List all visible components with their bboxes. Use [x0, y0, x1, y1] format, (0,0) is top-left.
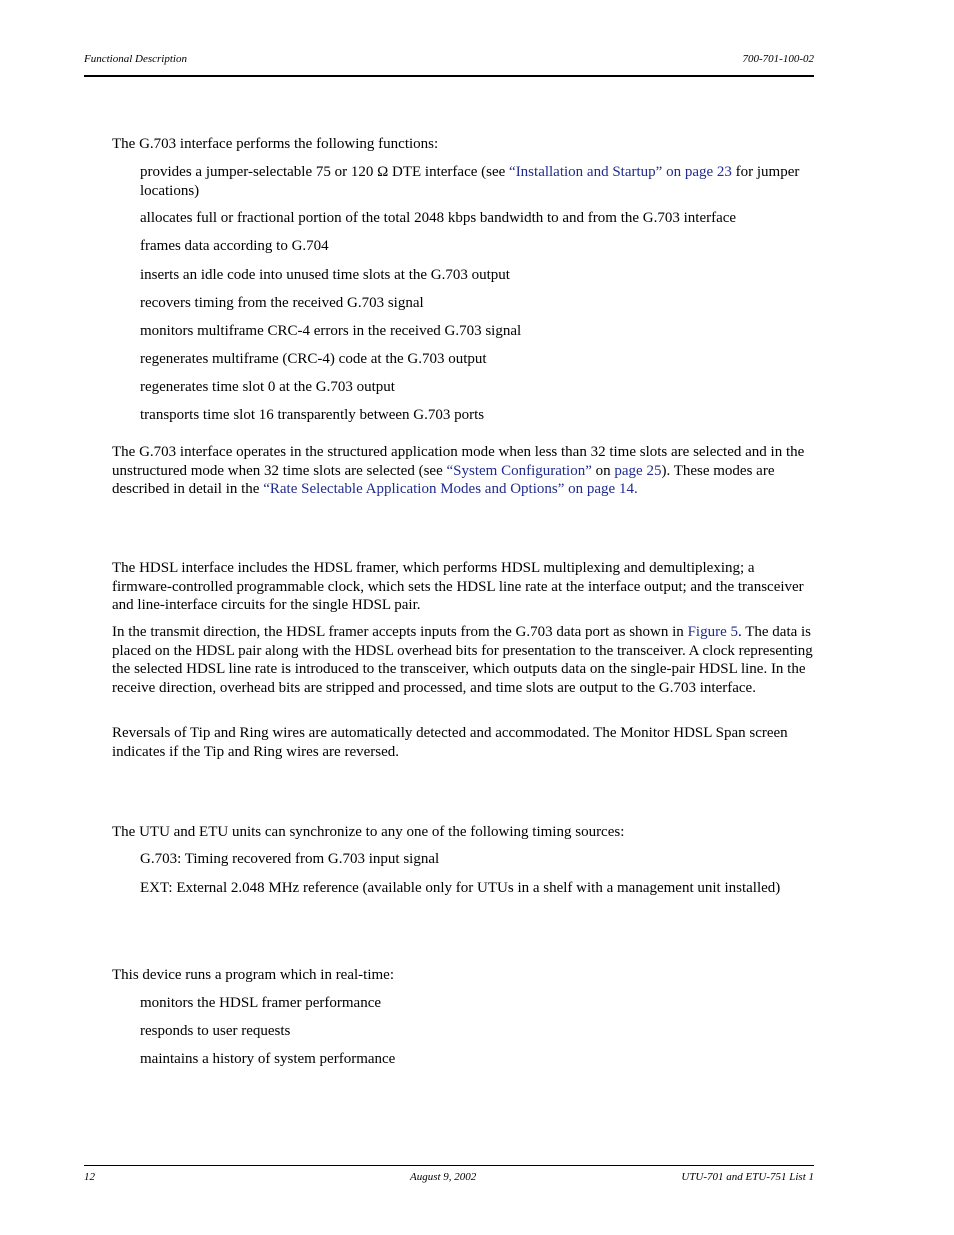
rate-selectable-modes-link[interactable]: “Rate Selectable Application Modes and Options” on page 14: [263, 481, 634, 498]
list-item: responds to user requests: [140, 1023, 291, 1039]
page-number: 12: [84, 1171, 95, 1183]
list-item: EXT: External 2.048 MHz reference (available only for UTUs in a shelf with a management unit installed): [140, 880, 781, 896]
paragraph-text: on: [591, 462, 615, 479]
list-item: maintains a history of system performance: [140, 1051, 396, 1067]
list-item: transports time slot 16 transparently between G.703 ports: [140, 407, 485, 423]
paragraph-text: In the transmit direction, the HDSL framer accepts inputs from the G.703 data port as shown in: [112, 624, 688, 640]
g703-intro: The G.703 interface performs the following functions:: [112, 136, 439, 152]
paragraph-text: ). These modes are described in detail in the: [112, 462, 775, 498]
header-doc-number: 700-701-100-02: [742, 53, 814, 65]
figure-5-link[interactable]: Figure 5: [687, 624, 738, 640]
paragraph-text: The G.703 interface operates in the structured application mode when less than 32 time slots are selected and in the unstructured mode when 32 time slots are selected (see: [112, 444, 805, 479]
hdsl-paragraph-2: [112, 623, 814, 697]
list-item-text: provides a jumper-selectable 75 or 120 Ω DTE interface (see: [140, 164, 510, 180]
list-item: monitors multiframe CRC-4 errors in the received G.703 signal: [140, 323, 522, 339]
list-item: G.703: Timing recovered from G.703 input signal: [140, 851, 440, 867]
header-section-title: Functional Description: [84, 53, 187, 65]
list-item: recovers timing from the received G.703 signal: [140, 295, 424, 311]
paragraph-text: . The data is placed on the HDSL pair along with the HDSL overhead bits for presentation to the transceiver. A clock representing the selected HDSL line rate is introduced to the transceiver, which outputs data on the single-pair HDSL line. In the receive direction, overhead bits are stripped and processed, and time slots are output to the G.703 interface.: [112, 624, 813, 696]
list-item: frames data according to G.704: [140, 238, 329, 254]
hdsl-paragraph-3: Reversals of Tip and Ring wires are automatically detected and accommodated. The Monitor HDSL Span screen indicates if the Tip and Ring wires are reversed.: [112, 725, 788, 760]
paragraph-text: .: [633, 481, 638, 498]
list-item: [140, 163, 816, 200]
installation-startup-link[interactable]: “Installation and Startup” on page 23: [509, 164, 732, 180]
list-item-text: for jumper locations): [140, 164, 800, 199]
footer-product: UTU-701 and ETU-751 List 1: [681, 1171, 814, 1183]
g703-mode-paragraph: [112, 443, 814, 499]
timing-intro: The UTU and ETU units can synchronize to any one of the following timing sources:: [112, 824, 625, 840]
footer-date: August 9, 2002: [410, 1171, 477, 1183]
program-intro: This device runs a program which in real-time:: [112, 967, 394, 983]
hdsl-paragraph-1: The HDSL interface includes the HDSL framer, which performs HDSL multiplexing and demultiplexing; a firmware-controlled programmable clock, which sets the HDSL line rate at the interface output; and the transceiver and line-interface circuits for the single HDSL pair.: [112, 560, 804, 614]
list-item: monitors the HDSL framer performance: [140, 995, 382, 1011]
list-item: allocates full or fractional portion of the total 2048 kbps bandwidth to and from the G.703 interface: [140, 210, 737, 226]
list-item: regenerates time slot 0 at the G.703 output: [140, 379, 395, 395]
page-25-link[interactable]: page 25: [614, 462, 662, 479]
list-item: regenerates multiframe (CRC-4) code at the G.703 output: [140, 351, 487, 367]
system-configuration-link[interactable]: “System Configuration”: [446, 462, 592, 479]
list-item: inserts an idle code into unused time slots at the G.703 output: [140, 267, 510, 283]
page-footer: [84, 1165, 814, 1187]
page-header: [84, 53, 814, 77]
